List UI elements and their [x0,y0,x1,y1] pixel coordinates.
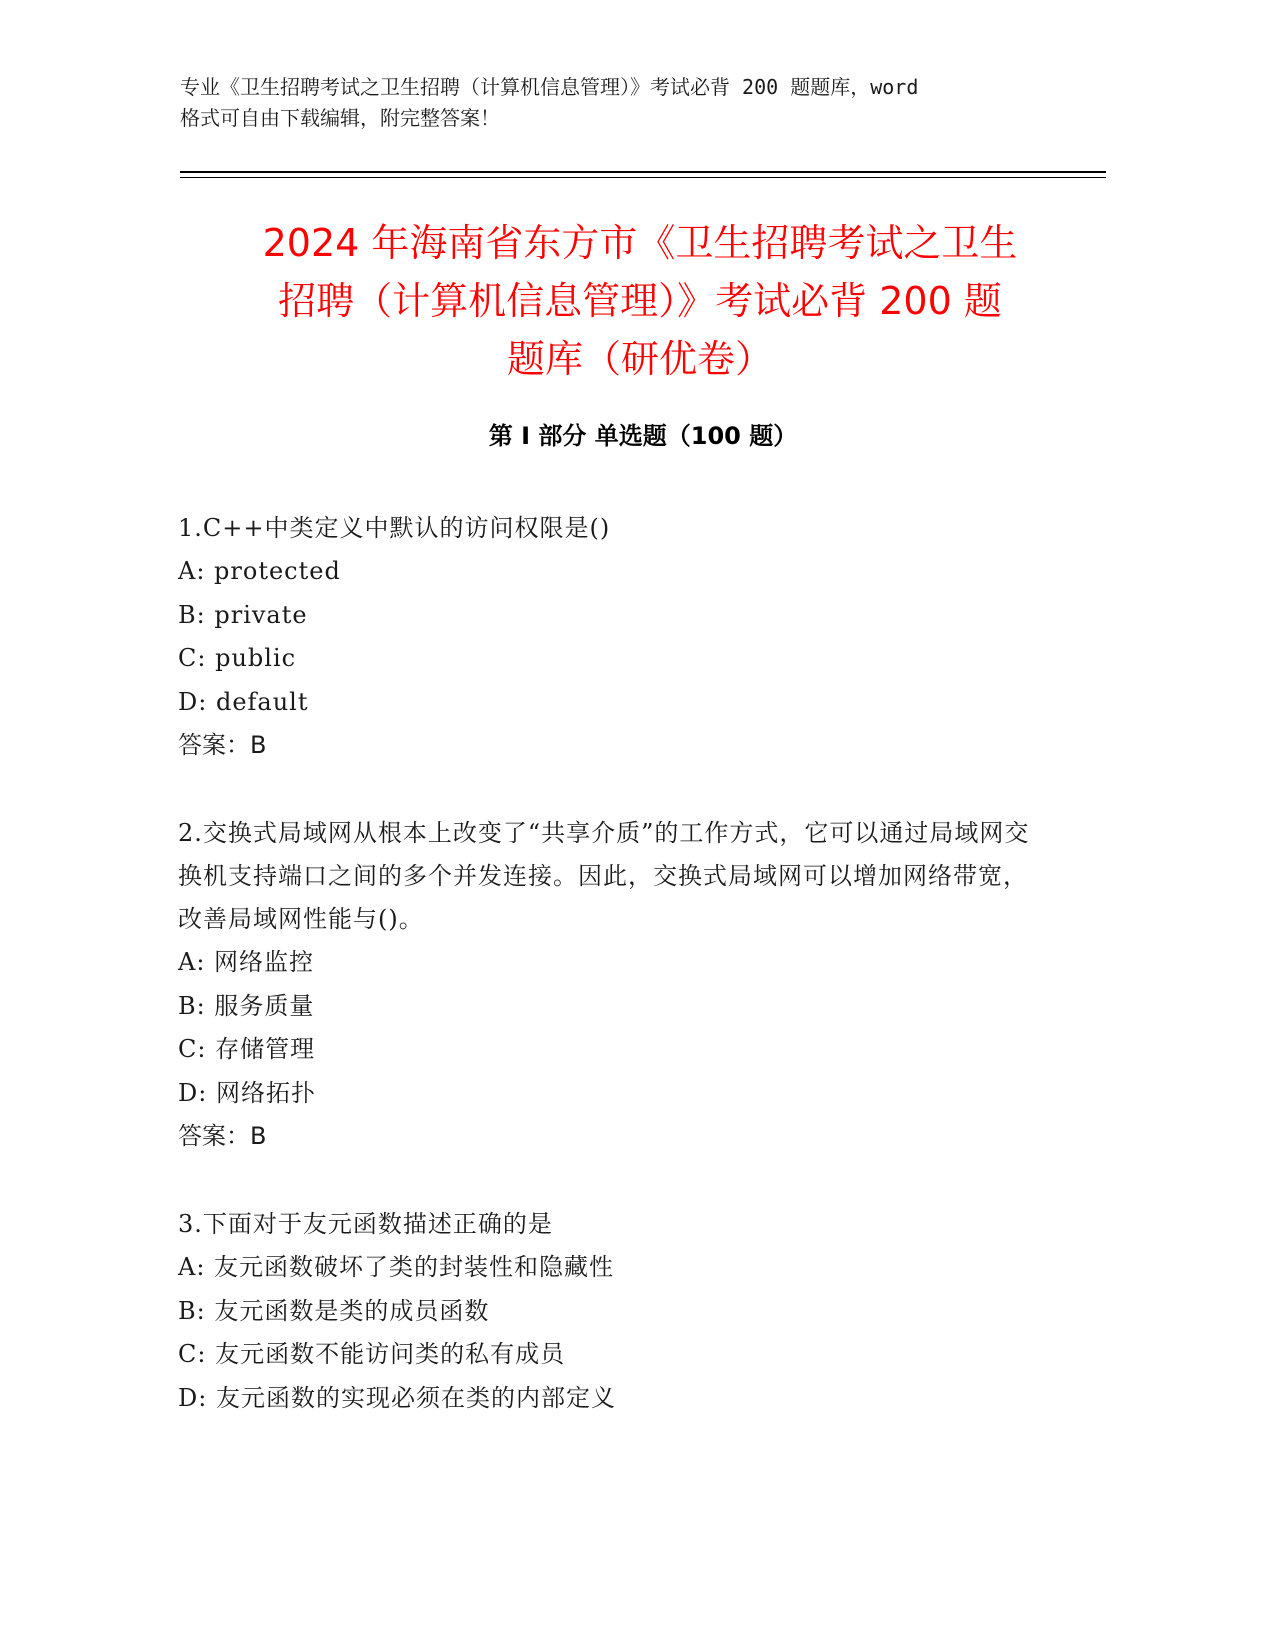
option-d: D: 友元函数的实现必须在类的内部定义 [178,1383,616,1412]
document-title-line-3: 题库（研优卷） [506,337,773,381]
document-title-line-2: 招聘（计算机信息管理）》考试必背 200 题 [278,279,1002,323]
option-b: B: private [178,600,308,629]
option-a: A: 网络监控 [178,948,315,976]
option-b: B: 服务质量 [178,991,315,1020]
header-note-line-1: 专业《卫生招聘考试之卫生招聘（计算机信息管理）》考试必背 200 题题库，word [180,75,919,99]
option-c: C: 存储管理 [178,1035,316,1063]
header-divider-thick [180,171,1106,173]
question-stem: 2.交换式局域网从根本上改变了“共享介质”的工作方式，它可以通过局域网交换机支持端口之间的多个并发连接。因此，交换式局域网可以增加网络带宽，改善局域网性能与()。 [178,819,1030,933]
option-d: D: default [178,687,309,716]
section-title: 第 I 部分 单选题（100 题） [488,422,798,450]
question-stem: 3.下面对于友元函数描述正确的是 [178,1210,553,1238]
option-a: A: 友元函数破坏了类的封装性和隐藏性 [178,1253,615,1281]
question-list [178,507,1038,1465]
question-1 [178,507,1038,767]
question-3 [178,1203,1038,1420]
option-a: A: protected [178,557,341,585]
option-d: D: 网络拓扑 [178,1078,316,1107]
header-divider-thin [180,177,1106,178]
answer: 答案：B [178,1122,267,1150]
answer: 答案：B [178,731,267,759]
option-b: B: 友元函数是类的成员函数 [178,1296,490,1325]
header-note-line-2: 格式可自由下载编辑，附完整答案！ [180,106,500,130]
document-title-line-1: 2024 年海南省东方市《卫生招聘考试之卫生 [262,221,1018,265]
option-c: C: 友元函数不能访问类的私有成员 [178,1340,566,1368]
document-title [160,214,1120,388]
question-stem: 1.C++中类定义中默认的访问权限是() [178,514,611,542]
question-2 [178,812,1038,1158]
option-c: C: public [178,644,297,672]
header-note [180,72,1100,134]
